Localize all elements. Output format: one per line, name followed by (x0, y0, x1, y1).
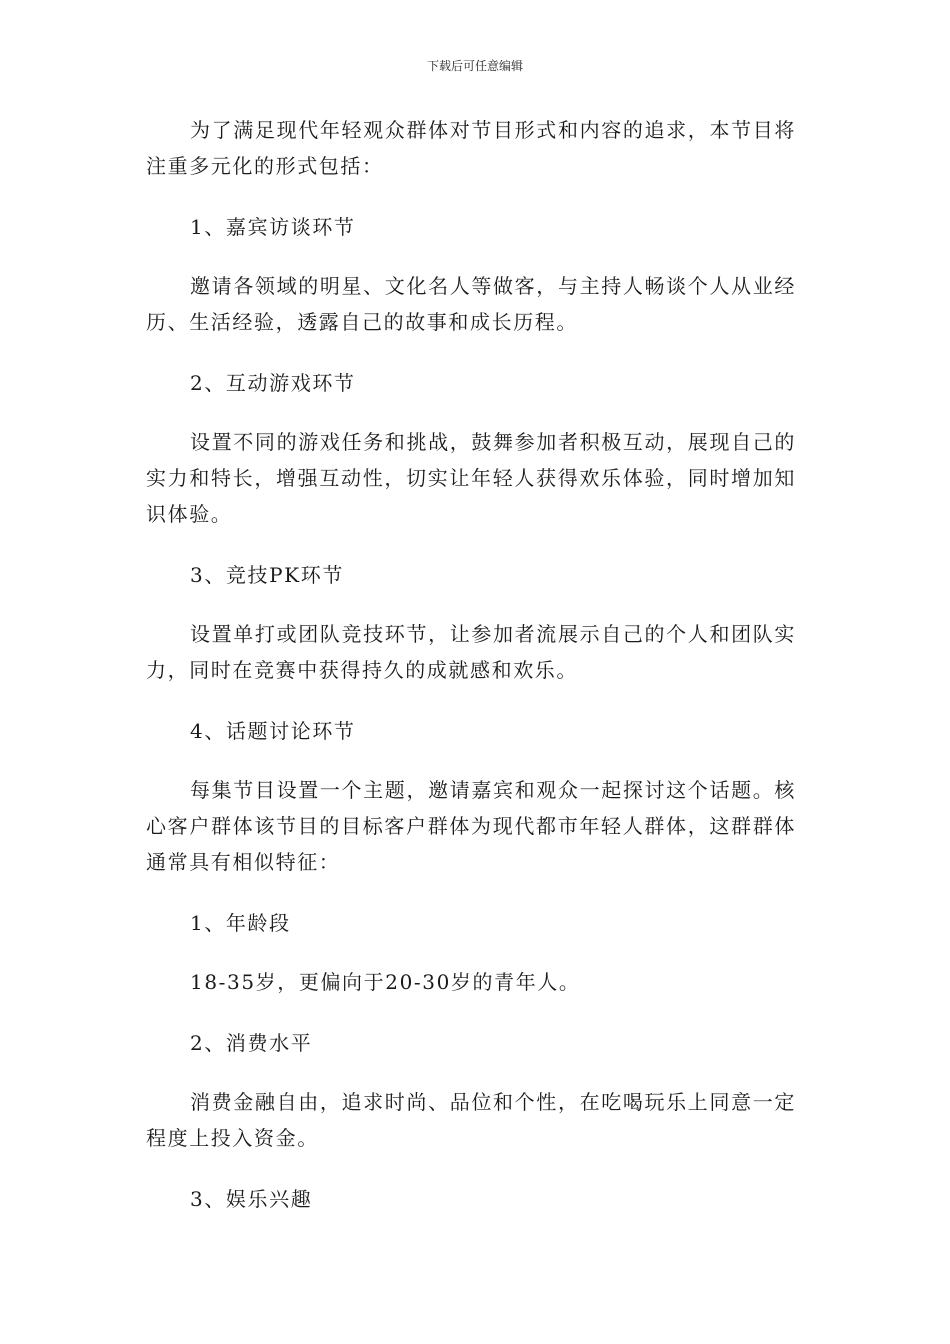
section-heading-entertainment: 3、娱乐兴趣 (190, 1187, 313, 1211)
section-heading-guest-interview: 1、嘉宾访谈环节 (190, 215, 356, 239)
paragraph-age: 18-35岁，更偏向于20-30岁的青年人。 (190, 970, 581, 994)
paragraph-spending: 消费金融自由，追求时尚、品位和个性，在吃喝玩乐上同意一定程度上投入资金。 (146, 1090, 796, 1150)
document-body (146, 112, 796, 1240)
page-header: 下载后可任意编辑 (426, 59, 523, 73)
paragraph-intro: 为了满足现代年轻观众群体对节目形式和内容的追求，本节目将注重多元化的形式包括： (146, 118, 796, 178)
section-heading-topic-discussion: 4、话题讨论环节 (190, 719, 356, 743)
section-heading-interactive-game: 2、互动游戏环节 (190, 371, 356, 395)
paragraph-pk: 设置单打或团队竞技环节，让参加者流展示自己的个人和团队实力，同时在竞赛中获得持久的成就感和欢乐。 (146, 622, 796, 682)
paragraph-guest-interview: 邀请各领域的明星、文化名人等做客，与主持人畅谈个人从业经历、生活经验，透露自己的故事和成长历程。 (146, 274, 796, 334)
section-heading-age: 1、年龄段 (190, 911, 291, 935)
section-heading-pk: 3、竞技PK环节 (190, 563, 344, 587)
section-heading-spending: 2、消费水平 (190, 1031, 313, 1055)
paragraph-topic-discussion: 每集节目设置一个主题，邀请嘉宾和观众一起探讨这个话题。核心客户群体该节目的目标客户群体为现代都市年轻人群体，这群群体通常具有相似特征： (146, 778, 796, 874)
paragraph-interactive-game: 设置不同的游戏任务和挑战，鼓舞参加者积极互动，展现自己的实力和特长，增强互动性，切实让年轻人获得欢乐体验，同时增加知识体验。 (146, 430, 796, 526)
